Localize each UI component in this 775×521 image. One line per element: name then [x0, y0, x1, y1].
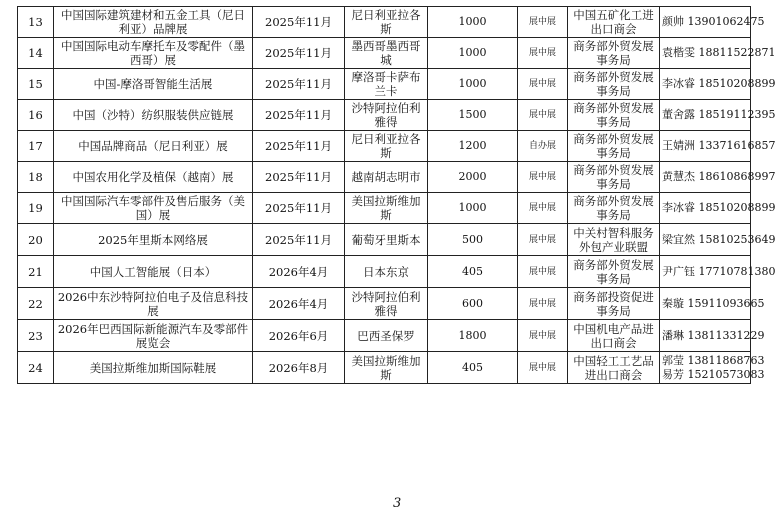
organizer-cell: 商务部外贸发展事务局	[568, 38, 660, 69]
exhibition-name-cell: 中国品牌商品（尼日利亚）展	[54, 131, 253, 162]
table-row	[18, 131, 751, 162]
exhibition-date-cell: 2026年4月	[253, 256, 345, 288]
exhibition-location-cell: 墨西哥墨西哥城	[345, 38, 428, 69]
row-number-cell: 22	[18, 288, 54, 320]
table-row	[18, 256, 751, 288]
exhibition-location-cell: 尼日利亚拉各斯	[345, 7, 428, 38]
exhibition-name-cell: 2026中东沙特阿拉伯电子及信息科技展	[54, 288, 253, 320]
contact-cell	[660, 288, 765, 320]
row-number-cell: 16	[18, 100, 54, 131]
exhibition-type-cell: 展中展	[518, 288, 568, 320]
contact-cell	[660, 352, 765, 384]
table-row	[18, 224, 751, 256]
exhibition-type-cell: 展中展	[518, 38, 568, 69]
organizer-cell: 商务部外贸发展事务局	[568, 131, 660, 162]
contact-line: 郭莹 13811868763	[662, 353, 765, 367]
exhibition-area-cell: 2000	[428, 162, 518, 193]
exhibition-location-cell: 摩洛哥卡萨布兰卡	[345, 69, 428, 100]
contact-line: 李冰睿 18510208899	[662, 77, 775, 90]
exhibition-date-cell: 2025年11月	[253, 162, 345, 193]
row-number-cell: 19	[18, 193, 54, 224]
exhibition-type-cell: 展中展	[518, 69, 568, 100]
exhibition-type-cell: 展中展	[518, 256, 568, 288]
row-number-cell: 21	[18, 256, 54, 288]
contact-cell	[660, 69, 775, 100]
exhibition-table	[17, 6, 775, 384]
exhibition-type-cell: 展中展	[518, 320, 568, 352]
contact-line: 黄慧杰 18610868997	[662, 170, 775, 183]
exhibition-area-cell: 1500	[428, 100, 518, 131]
organizer-cell: 商务部投资促进事务局	[568, 288, 660, 320]
exhibition-location-cell: 日本东京	[345, 256, 428, 288]
exhibition-date-cell: 2025年11月	[253, 38, 345, 69]
row-number-cell: 18	[18, 162, 54, 193]
table-body	[18, 7, 775, 384]
exhibition-area-cell: 1000	[428, 7, 518, 38]
row-number-cell: 14	[18, 38, 54, 69]
organizer-cell: 中国轻工工艺品进出口商会	[568, 352, 660, 384]
contact-line: 秦璇 15911093665	[662, 296, 765, 310]
organizer-cell: 商务部外贸发展事务局	[568, 256, 660, 288]
exhibition-area-cell: 1200	[428, 131, 518, 162]
row-number-cell: 20	[18, 224, 54, 256]
contact-line: 梁宜然 15810253649	[662, 232, 775, 246]
exhibition-location-cell: 沙特阿拉伯利雅得	[345, 288, 428, 320]
exhibition-location-cell: 尼日利亚拉各斯	[345, 131, 428, 162]
contact-line: 潘琳 13811331229	[662, 328, 765, 342]
contact-cell	[660, 38, 775, 69]
exhibition-location-cell: 美国拉斯维加斯	[345, 193, 428, 224]
exhibition-name-cell: 中国（沙特）纺织服装供应链展	[54, 100, 253, 131]
contact-line: 颜帅 13901062475	[662, 15, 765, 28]
contact-line: 易芳 15210573083	[662, 367, 765, 381]
exhibition-name-cell: 美国拉斯维加斯国际鞋展	[54, 352, 253, 384]
exhibition-area-cell: 1000	[428, 193, 518, 224]
exhibition-name-cell: 中国国际电动车摩托车及零配件（墨西哥）展	[54, 38, 253, 69]
exhibition-area-cell: 600	[428, 288, 518, 320]
exhibition-area-cell: 1800	[428, 320, 518, 352]
exhibition-date-cell: 2025年11月	[253, 100, 345, 131]
organizer-cell: 商务部外贸发展事务局	[568, 193, 660, 224]
organizer-cell: 商务部外贸发展事务局	[568, 100, 660, 131]
table-row	[18, 193, 751, 224]
row-number-cell: 15	[18, 69, 54, 100]
organizer-cell: 商务部外贸发展事务局	[568, 69, 660, 100]
exhibition-name-cell: 中国人工智能展（日本）	[54, 256, 253, 288]
contact-cell	[660, 100, 775, 131]
organizer-cell: 中国机电产品进出口商会	[568, 320, 660, 352]
contact-cell	[660, 320, 765, 352]
organizer-cell: 中关村智科服务外包产业联盟	[568, 224, 660, 256]
organizer-cell: 商务部外贸发展事务局	[568, 162, 660, 193]
exhibition-date-cell: 2025年11月	[253, 131, 345, 162]
row-number-cell: 17	[18, 131, 54, 162]
table-row	[18, 320, 751, 352]
table-row	[18, 38, 751, 69]
exhibition-name-cell: 中国国际建筑建材和五金工具（尼日利亚）品牌展	[54, 7, 253, 38]
exhibition-area-cell: 405	[428, 352, 518, 384]
exhibition-name-cell: 2026年巴西国际新能源汽车及零部件展览会	[54, 320, 253, 352]
exhibition-date-cell: 2025年11月	[253, 7, 345, 38]
exhibition-name-cell: 2025年里斯本网络展	[54, 224, 253, 256]
exhibition-type-cell: 展中展	[518, 193, 568, 224]
exhibition-date-cell: 2025年11月	[253, 69, 345, 100]
exhibition-name-cell: 中国-摩洛哥智能生活展	[54, 69, 253, 100]
exhibition-area-cell: 500	[428, 224, 518, 256]
exhibition-date-cell: 2025年11月	[253, 224, 345, 256]
exhibition-location-cell: 越南胡志明市	[345, 162, 428, 193]
table-row	[18, 69, 751, 100]
contact-cell	[660, 193, 775, 224]
row-number-cell: 24	[18, 352, 54, 384]
contact-cell	[660, 224, 775, 256]
contact-line: 董舍露 18519112395	[662, 108, 775, 121]
exhibition-date-cell: 2026年8月	[253, 352, 345, 384]
exhibition-type-cell: 展中展	[518, 7, 568, 38]
contact-cell	[660, 7, 765, 38]
exhibition-location-cell: 美国拉斯维加斯	[345, 352, 428, 384]
table-row	[18, 162, 751, 193]
exhibition-name-cell: 中国国际汽车零部件及售后服务（美国）展	[54, 193, 253, 224]
exhibition-date-cell: 2026年4月	[253, 288, 345, 320]
table-row	[18, 288, 751, 320]
exhibition-area-cell: 1000	[428, 38, 518, 69]
contact-line: 袁楷雯 18811522871	[662, 46, 775, 59]
contact-cell	[660, 256, 775, 288]
exhibition-type-cell: 展中展	[518, 224, 568, 256]
exhibition-area-cell: 1000	[428, 69, 518, 100]
exhibition-date-cell: 2025年11月	[253, 193, 345, 224]
exhibition-type-cell: 自办展	[518, 131, 568, 162]
contact-cell	[660, 131, 775, 162]
exhibition-type-cell: 展中展	[518, 162, 568, 193]
exhibition-date-cell: 2026年6月	[253, 320, 345, 352]
contact-line: 尹广钰 17710781380	[662, 264, 775, 278]
exhibition-name-cell: 中国农用化学及植保（越南）展	[54, 162, 253, 193]
table-row	[18, 352, 751, 384]
contact-cell	[660, 162, 775, 193]
exhibition-area-cell: 405	[428, 256, 518, 288]
row-number-cell: 23	[18, 320, 54, 352]
exhibition-type-cell: 展中展	[518, 352, 568, 384]
row-number-cell: 13	[18, 7, 54, 38]
organizer-cell: 中国五矿化工进出口商会	[568, 7, 660, 38]
exhibition-location-cell: 巴西圣保罗	[345, 320, 428, 352]
page-number: 3	[393, 496, 402, 511]
exhibition-type-cell: 展中展	[518, 100, 568, 131]
table-row	[18, 100, 751, 131]
exhibition-location-cell: 葡萄牙里斯本	[345, 224, 428, 256]
contact-line: 王婧洲 13371616857	[662, 139, 775, 152]
table-row	[18, 7, 751, 38]
contact-line: 李冰睿 18510208899	[662, 201, 775, 214]
exhibition-location-cell: 沙特阿拉伯利雅得	[345, 100, 428, 131]
